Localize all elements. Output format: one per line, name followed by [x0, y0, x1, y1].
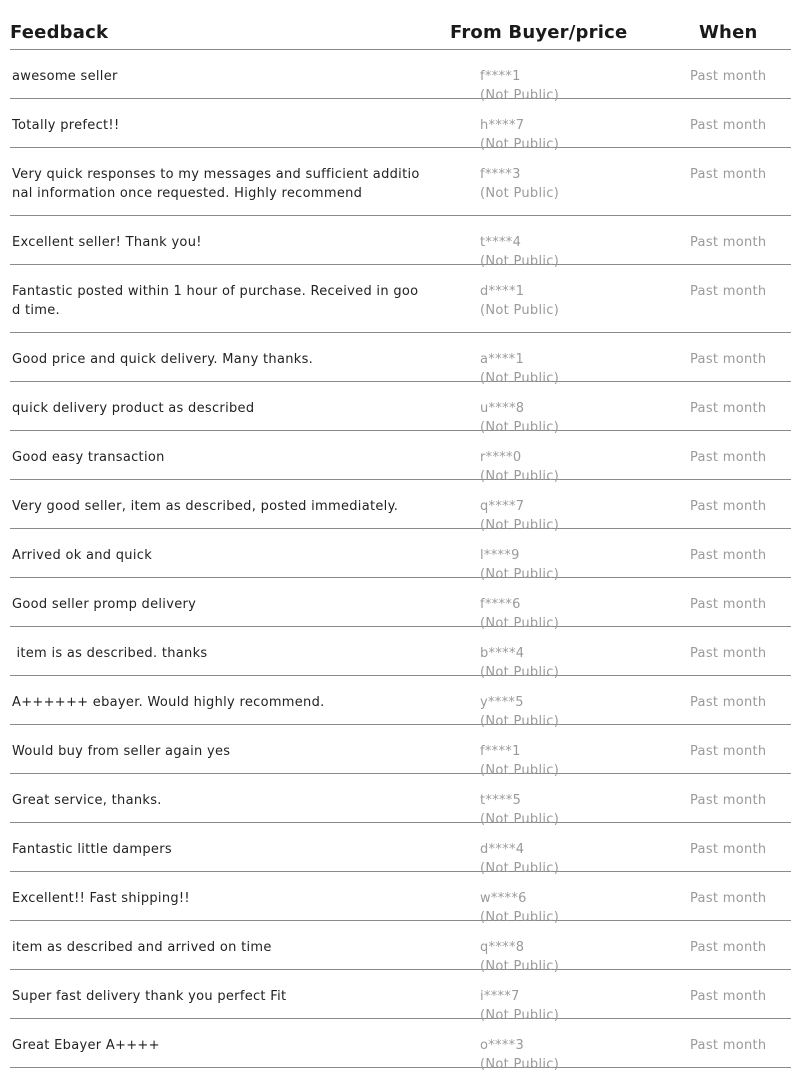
feedback-rows: [10, 50, 791, 1072]
feedback-date: Past month: [690, 1038, 767, 1053]
buyer-id: q****7: [480, 499, 525, 514]
buyer-visibility: (Not Public): [480, 1057, 560, 1072]
feedback-comment: Great service, thanks.: [12, 793, 162, 808]
table-row: [10, 216, 791, 269]
feedback-date: Past month: [690, 499, 767, 514]
buyer-id: r****0: [480, 450, 522, 465]
buyer-id: y****5: [480, 695, 524, 710]
feedback-comment: Great Ebayer A++++: [12, 1038, 160, 1053]
table-row: [10, 431, 791, 484]
buyer-visibility: (Not Public): [480, 665, 560, 680]
feedback-comment: awesome seller: [12, 69, 118, 84]
feedback-comment: Would buy from seller again yes: [12, 744, 231, 759]
table-row: [10, 774, 791, 827]
table-row: [10, 578, 791, 631]
buyer-visibility: (Not Public): [480, 371, 560, 386]
buyer-visibility: (Not Public): [480, 861, 560, 876]
table-row: [10, 50, 791, 103]
buyer-id: u****8: [480, 401, 525, 416]
table-row: [10, 480, 791, 533]
buyer-visibility: (Not Public): [480, 714, 560, 729]
feedback-comment: Super fast delivery thank you perfect Fit: [12, 989, 287, 1004]
table-row: [10, 872, 791, 925]
buyer-visibility: (Not Public): [480, 959, 560, 974]
table-row: [10, 921, 791, 974]
buyer-visibility: (Not Public): [480, 469, 560, 484]
buyer-id: t****5: [480, 793, 522, 808]
feedback-comment: Very quick responses to my messages and sufficient additional information once requested. Highly recommend: [12, 167, 420, 201]
buyer-id: q****8: [480, 940, 525, 955]
table-row: [10, 148, 791, 216]
buyer-column-header: From Buyer/price: [450, 22, 628, 43]
buyer-id: f****6: [480, 597, 521, 612]
feedback-date: Past month: [690, 284, 767, 299]
table-row: [10, 265, 791, 333]
feedback-comment: Fantastic posted within 1 hour of purchase. Received in good time.: [12, 284, 419, 318]
feedback-comment: Arrived ok and quick: [12, 548, 153, 563]
table-row: [10, 333, 791, 386]
buyer-id: t****4: [480, 235, 522, 250]
feedback-comment: Excellent!! Fast shipping!!: [12, 891, 190, 906]
feedback-comment: Excellent seller! Thank you!: [12, 235, 202, 250]
buyer-id: f****1: [480, 69, 521, 84]
feedback-date: Past month: [690, 793, 767, 808]
buyer-id: i****7: [480, 989, 520, 1004]
table-row: [10, 823, 791, 876]
buyer-id: o****3: [480, 1038, 525, 1053]
feedback-date: Past month: [690, 646, 767, 661]
buyer-visibility: (Not Public): [480, 812, 560, 827]
buyer-visibility: (Not Public): [480, 254, 560, 269]
buyer-visibility: (Not Public): [480, 303, 560, 318]
feedback-date: Past month: [690, 352, 767, 367]
buyer-visibility: (Not Public): [480, 616, 560, 631]
table-row: [10, 382, 791, 435]
feedback-date: Past month: [690, 695, 767, 710]
feedback-comment: item is as described. thanks: [12, 646, 208, 661]
buyer-visibility: (Not Public): [480, 763, 560, 778]
table-row: [10, 1019, 791, 1072]
feedback-comment: item as described and arrived on time: [12, 940, 272, 955]
table-row: [10, 529, 791, 582]
feedback-comment: Totally prefect!!: [12, 118, 120, 133]
feedback-comment: Good easy transaction: [12, 450, 165, 465]
feedback-comment: Good seller promp delivery: [12, 597, 197, 612]
feedback-table: [10, 0, 791, 1072]
feedback-date: Past month: [690, 989, 767, 1004]
table-row: [10, 970, 791, 1023]
table-row: [10, 676, 791, 729]
buyer-visibility: (Not Public): [480, 518, 560, 533]
feedback-date: Past month: [690, 401, 767, 416]
buyer-id: a****1: [480, 352, 525, 367]
feedback-comment: Very good seller, item as described, posted immediately.: [12, 499, 399, 514]
feedback-date: Past month: [690, 891, 767, 906]
feedback-comment: A++++++ ebayer. Would highly recommend.: [12, 695, 325, 710]
feedback-date: Past month: [690, 940, 767, 955]
buyer-visibility: (Not Public): [480, 186, 560, 201]
buyer-visibility: (Not Public): [480, 567, 560, 582]
feedback-date: Past month: [690, 744, 767, 759]
feedback-date: Past month: [690, 450, 767, 465]
feedback-date: Past month: [690, 842, 767, 857]
buyer-id: d****4: [480, 842, 525, 857]
buyer-id: w****6: [480, 891, 527, 906]
feedback-date: Past month: [690, 118, 767, 133]
buyer-visibility: (Not Public): [480, 420, 560, 435]
feedback-date: Past month: [690, 548, 767, 563]
buyer-id: l****9: [480, 548, 520, 563]
feedback-date: Past month: [690, 167, 767, 182]
buyer-id: f****3: [480, 167, 521, 182]
feedback-date: Past month: [690, 69, 767, 84]
buyer-visibility: (Not Public): [480, 88, 560, 103]
when-column-header: When: [699, 22, 758, 43]
feedback-column-header: Feedback: [10, 22, 109, 43]
buyer-cell: [480, 1036, 559, 1074]
buyer-id: h****7: [480, 118, 525, 133]
buyer-cell: [480, 165, 559, 203]
buyer-id: d****1: [480, 284, 525, 299]
buyer-visibility: (Not Public): [480, 910, 560, 925]
table-row: [10, 627, 791, 680]
feedback-date: Past month: [690, 235, 767, 250]
buyer-id: f****1: [480, 744, 521, 759]
table-row: [10, 99, 791, 152]
feedback-table-header: [10, 0, 791, 50]
buyer-visibility: (Not Public): [480, 1008, 560, 1023]
feedback-comment: Fantastic little dampers: [12, 842, 172, 857]
buyer-cell: [480, 282, 559, 320]
feedback-date: Past month: [690, 597, 767, 612]
buyer-visibility: (Not Public): [480, 137, 560, 152]
buyer-id: b****4: [480, 646, 525, 661]
feedback-comment: Good price and quick delivery. Many thanks.: [12, 352, 314, 367]
feedback-comment: quick delivery product as described: [12, 401, 255, 416]
table-row: [10, 725, 791, 778]
